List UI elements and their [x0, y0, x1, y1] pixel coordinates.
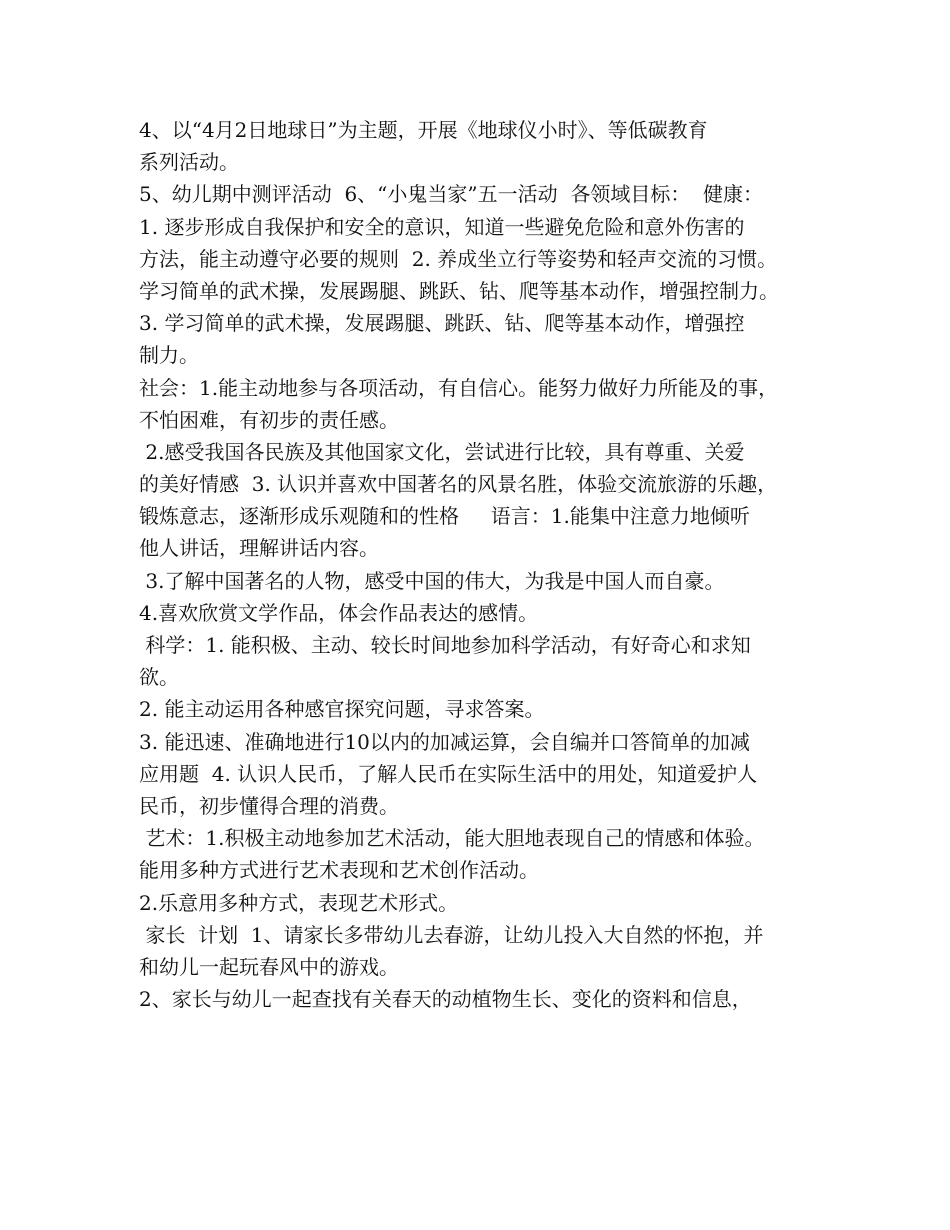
- text-line: 5、幼儿期中测评活动 6、“小鬼当家”五一活动 各领域目标： 健康：: [139, 182, 764, 207]
- text-line: 家长 计划 1、请家长多带幼儿去春游，让幼儿投入大自然的怀抱，并: [139, 922, 764, 947]
- text-line: 3. 能迅速、准确地进行10以内的加减运算，会自编并口答简单的加减: [139, 729, 750, 754]
- text-line: 3.了解中国著名的人物，感受中国的伟大，为我是中国人而自豪。: [139, 568, 725, 593]
- text-line: 系列活动。: [139, 150, 239, 175]
- text-line: 1. 逐步形成自我保护和安全的意识，知道一些避免危险和意外伤害的: [139, 214, 745, 239]
- text-line: 2.乐意用多种方式，表现艺术形式。: [139, 890, 459, 915]
- text-line: 欲。: [139, 665, 179, 690]
- text-line: 2、家长与幼儿一起查找有关春天的动植物生长、变化的资料和信息，: [139, 987, 752, 1012]
- text-line: 科学：1. 能积极、主动、较长时间地参加科学活动，有好奇心和求知: [139, 633, 751, 657]
- text-line: 锻炼意志，逐渐形成乐观随和的性格 语言：1.能集中注意力地倾听: [139, 504, 750, 529]
- document-body: [139, 114, 829, 1015]
- text-line: 方法，能主动遵守必要的规则 2. 养成坐立行等姿势和轻声交流的习惯。: [139, 246, 778, 271]
- text-line: 学习简单的武术操，发展踢腿、跳跃、钻、爬等基本动作，增强控制力。: [139, 278, 779, 303]
- text-line: 的美好情感 3. 认识并喜欢中国著名的风景名胜，体验交流旅游的乐趣，: [139, 472, 778, 497]
- text-line: 社会：1.能主动地参与各项活动，有自信心。能努力做好力所能及的事，: [139, 375, 779, 400]
- text-line: 应用题 4. 认识人民币，了解人民币在实际生活中的用处，知道爱护人: [139, 761, 758, 786]
- text-line: 4.喜欢欣赏文学作品，体会作品表达的感情。: [139, 600, 539, 625]
- text-line: 和幼儿一起玩春风中的游戏。: [139, 954, 399, 979]
- text-line: 艺术：1.积极主动地参加艺术活动，能大胆地表现自己的情感和体验。: [139, 826, 765, 851]
- text-line: 3. 学习简单的武术操，发展踢腿、跳跃、钻、爬等基本动作，增强控: [139, 311, 745, 336]
- text-line: 不怕困难，有初步的责任感。: [139, 407, 399, 432]
- text-line: 他人讲话，理解讲话内容。: [139, 536, 379, 561]
- text-line: 制力。: [139, 343, 199, 368]
- text-line: 能用多种方式进行艺术表现和艺术创作活动。: [139, 858, 539, 883]
- text-line: 4、以“4月2日地球日”为主题，开展《地球仪小时》、等低碳教育: [139, 118, 708, 142]
- text-line: 2. 能主动运用各种感官探究问题，寻求答案。: [139, 697, 545, 722]
- text-line: 2.感受我国各民族及其他国家文化，尝试进行比较，具有尊重、关爱: [139, 439, 745, 464]
- text-line: 民币，初步懂得合理的消费。: [139, 793, 399, 818]
